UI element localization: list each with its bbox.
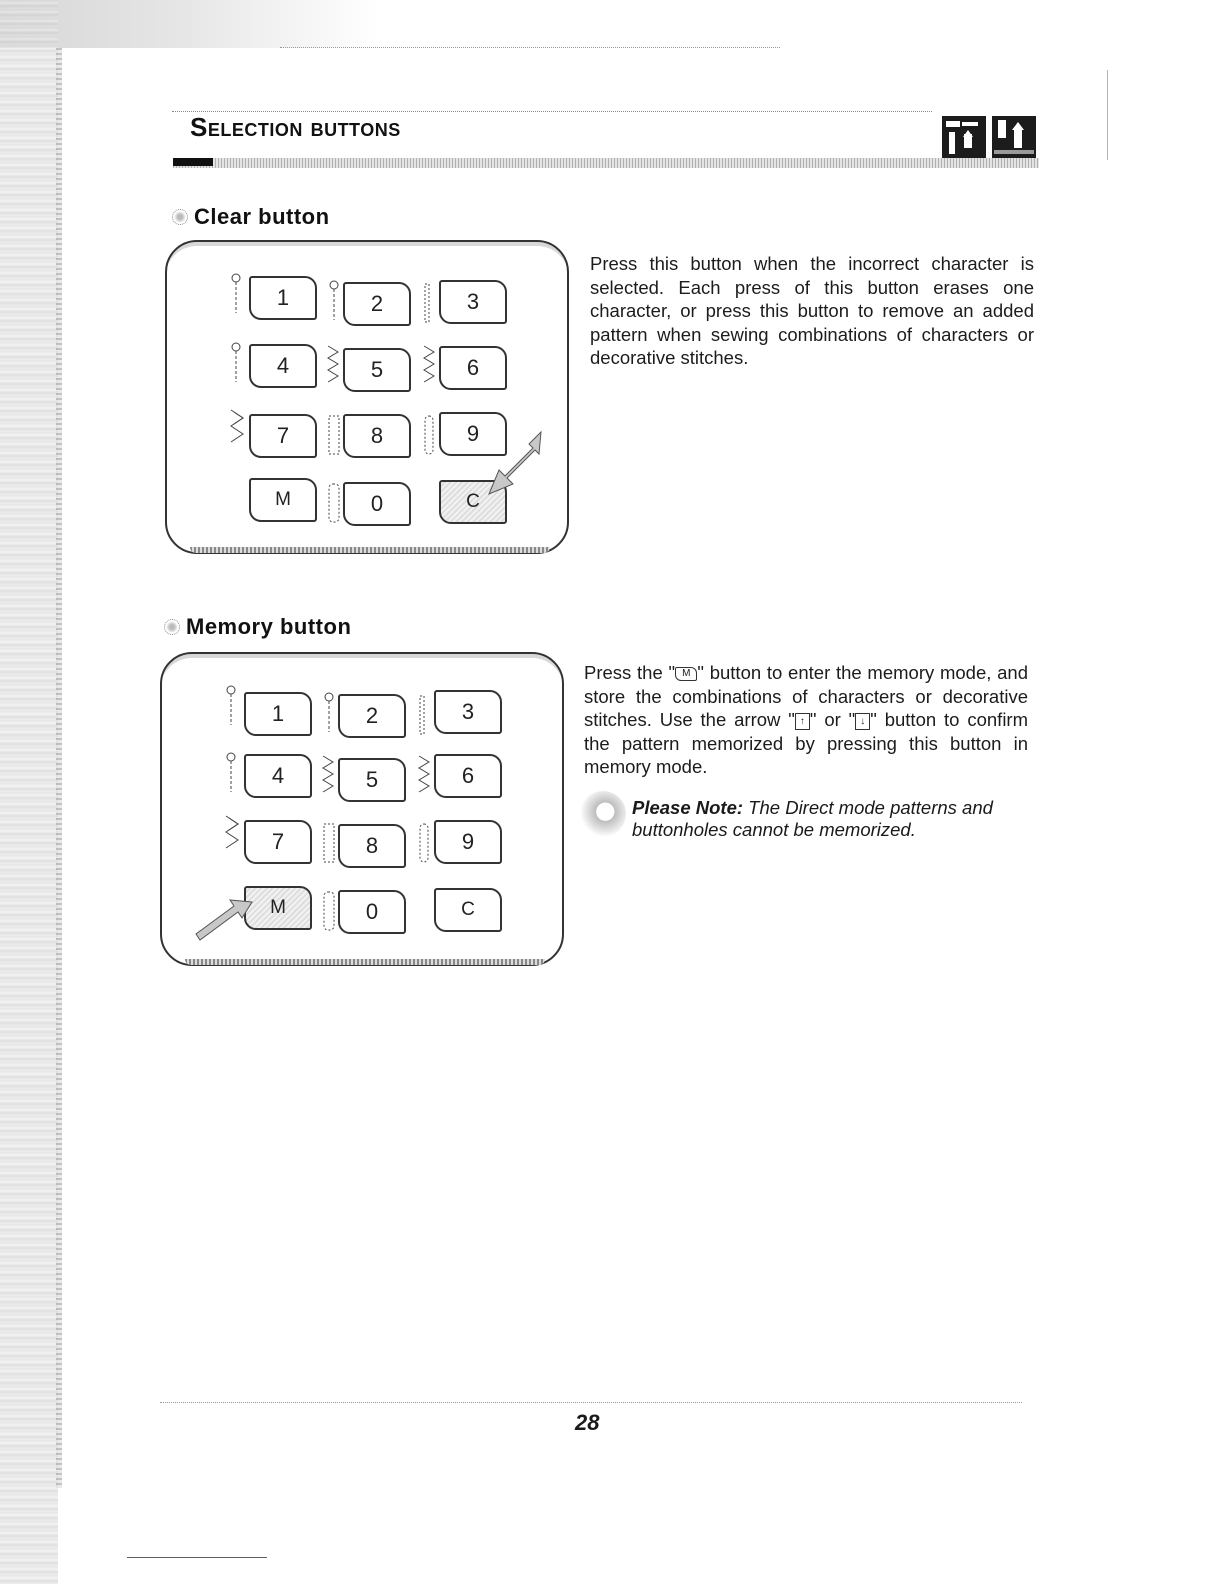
zigzag-stitch-icon xyxy=(325,344,341,388)
scan-shadow-left xyxy=(0,0,58,1584)
page-number: 28 xyxy=(575,1410,600,1435)
panel-shadow xyxy=(190,547,550,553)
key-3[interactable]: 3 xyxy=(439,280,507,324)
key-m[interactable]: M xyxy=(249,478,317,522)
zigzag-stitch-icon xyxy=(416,754,432,798)
memory-description-part2: " button to enter the memory mode, and store the combinations of characters or decorative stitches. Use the arrow " xyxy=(584,662,1028,730)
buttonhole-stitch-icon xyxy=(322,822,336,866)
note-icon xyxy=(580,791,626,837)
key-7[interactable]: 7 xyxy=(244,820,312,864)
triple-zigzag-stitch-icon xyxy=(229,408,245,452)
key-8[interactable]: 8 xyxy=(338,824,406,868)
key-5[interactable]: 5 xyxy=(338,758,406,802)
triple-stitch-icon xyxy=(416,694,428,738)
section-title-clear xyxy=(172,204,330,230)
keyhole-buttonhole-icon xyxy=(418,822,430,866)
scan-line-right xyxy=(1107,70,1108,160)
memory-description-part3: " or " xyxy=(809,709,856,730)
please-note xyxy=(580,797,1050,843)
zigzag-stitch-icon xyxy=(421,344,437,388)
pointer-arrow-icon xyxy=(485,428,545,498)
key-1[interactable]: 1 xyxy=(249,276,317,320)
page-title: Selection buttons xyxy=(190,112,401,142)
keyhole-buttonhole-icon xyxy=(423,414,435,458)
note-body xyxy=(632,797,1050,843)
memory-description-part1: Press the " xyxy=(584,662,676,683)
straight-stitch-icon xyxy=(224,752,238,796)
bullet-icon xyxy=(172,209,188,225)
key-5[interactable]: 5 xyxy=(343,348,411,392)
key-4[interactable]: 4 xyxy=(249,344,317,388)
section-title-memory xyxy=(164,614,351,640)
keypad-panel-memory xyxy=(160,652,564,966)
key-8[interactable]: 8 xyxy=(343,414,411,458)
clear-description: Press this button when the incorrect character is selected. Each press of this button erases one character, or press this button to remove an added pattern when sewing combinations of characters or decorative stitches. xyxy=(590,253,1034,368)
memory-description xyxy=(584,661,1028,779)
section-title-memory-text: Memory button xyxy=(186,614,352,639)
key-2[interactable]: 2 xyxy=(338,694,406,738)
straight-stitch-icon xyxy=(224,685,238,729)
key-9[interactable]: 9 xyxy=(439,412,507,456)
sewing-tools-icon xyxy=(942,116,986,158)
scan-line-top xyxy=(280,47,780,48)
footer-rule xyxy=(160,1402,1022,1403)
pointer-arrow-icon xyxy=(190,890,256,946)
key-2[interactable]: 2 xyxy=(343,282,411,326)
note-label: Please Note: xyxy=(632,797,744,818)
key-0[interactable]: 0 xyxy=(343,482,411,526)
key-c[interactable]: C xyxy=(434,888,502,932)
header-rule xyxy=(173,158,1039,168)
zigzag-stitch-icon xyxy=(320,754,336,798)
key-7[interactable]: 7 xyxy=(249,414,317,458)
key-9[interactable]: 9 xyxy=(434,820,502,864)
arrow-down-icon: ↓ xyxy=(855,713,870,730)
key-1[interactable]: 1 xyxy=(244,692,312,736)
arrow-up-icon: ↑ xyxy=(795,713,810,730)
buttonhole-stitch-icon xyxy=(327,414,341,458)
memory-description-part4: " button to confirm the pattern memorized by pressing this button in memory mode. xyxy=(584,709,1028,777)
key-6[interactable]: 6 xyxy=(439,346,507,390)
triple-zigzag-stitch-icon xyxy=(224,814,240,858)
straight-stitch-icon xyxy=(327,280,341,324)
straight-stitch-icon xyxy=(229,342,243,386)
buttonhole-stitch-icon xyxy=(322,890,336,934)
keypad-panel-clear xyxy=(165,240,569,554)
triple-stitch-icon xyxy=(421,282,433,326)
straight-stitch-icon xyxy=(229,273,243,317)
buttonhole-stitch-icon xyxy=(327,482,341,526)
straight-stitch-icon xyxy=(322,692,336,736)
key-3[interactable]: 3 xyxy=(434,690,502,734)
section-title-clear-text: Clear button xyxy=(194,204,330,229)
key-c[interactable]: C xyxy=(439,480,507,524)
scan-line-bottom xyxy=(127,1557,267,1558)
presser-foot-icon xyxy=(992,116,1036,158)
key-m[interactable]: M xyxy=(244,886,312,930)
key-0[interactable]: 0 xyxy=(338,890,406,934)
note-text: The Direct mode patterns and buttonholes cannot be memorized. xyxy=(632,797,993,840)
inline-m-key: M xyxy=(675,667,697,681)
key-4[interactable]: 4 xyxy=(244,754,312,798)
panel-shadow xyxy=(185,959,545,965)
scan-edge-left xyxy=(56,48,62,1488)
header-mark xyxy=(173,158,213,166)
header-icons xyxy=(942,116,1036,158)
key-6[interactable]: 6 xyxy=(434,754,502,798)
bullet-icon xyxy=(164,619,180,635)
